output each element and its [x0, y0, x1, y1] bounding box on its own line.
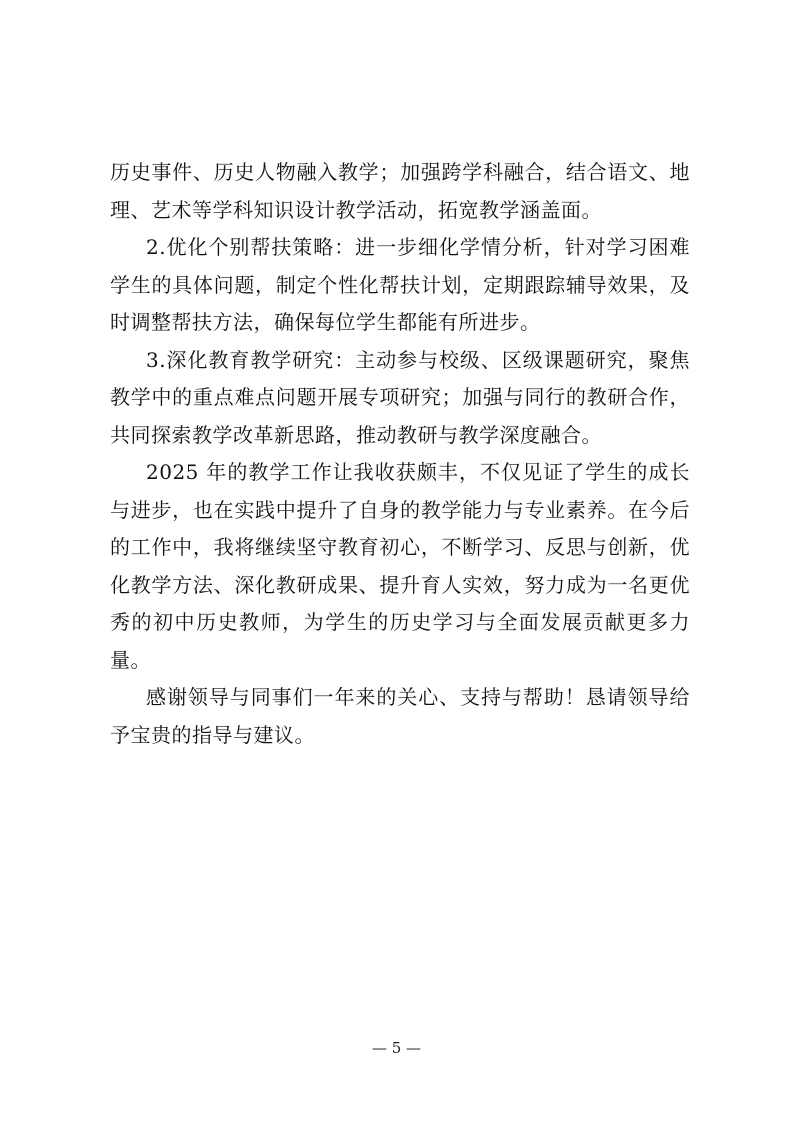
- page-number: — 5 —: [371, 1039, 422, 1057]
- document-body: [110, 154, 690, 754]
- paragraph-summary: 2025 年的教学工作让我收获颇丰，不仅见证了学生的成长与进步，也在实践中提升了自身的教学能力与专业素养。在今后的工作中，我将继续坚守教育初心，不断学习、反思与创新，优化教学方法、深化教研成果、提升育人实效，努力成为一名更优秀的初中历史教师，为学生的历史学习与全面发展贡献更多力量。: [110, 460, 690, 672]
- paragraph-item-3: 3.深化教育教学研究：主动参与校级、区级课题研究，聚焦教学中的重点难点问题开展专项研究；加强与同行的教研合作，共同探索教学改革新思路，推动教研与教学深度融合。: [110, 347, 690, 447]
- paragraph-item-2: 2.优化个别帮扶策略：进一步细化学情分析，针对学习困难学生的具体问题，制定个性化帮扶计划，定期跟踪辅导效果，及时调整帮扶方法，确保每位学生都能有所进步。: [110, 235, 690, 334]
- paragraph-thanks: 感谢领导与同事们一年来的关心、支持与帮助！恳请领导给予宝贵的指导与建议。: [110, 685, 690, 747]
- paragraph-continuation: 历史事件、历史人物融入教学；加强跨学科融合，结合语文、地理、艺术等学科知识设计教学活动，拓宽教学涵盖面。: [110, 160, 690, 222]
